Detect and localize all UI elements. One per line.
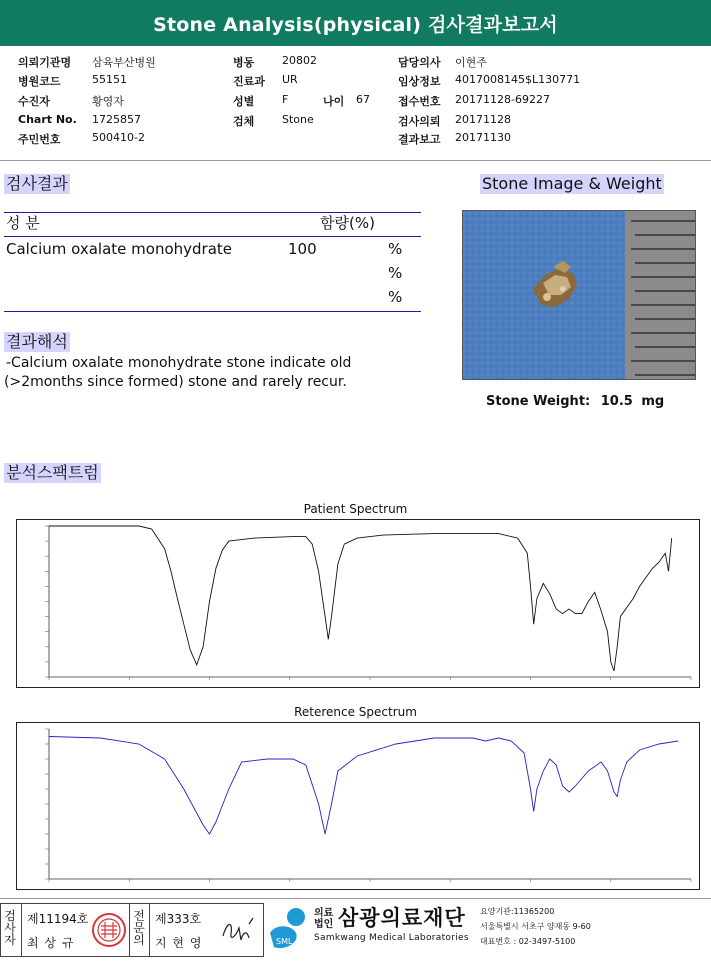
- value-receipt-no: 20171128-69227: [455, 93, 550, 106]
- seal-stamp: [91, 912, 127, 948]
- org-name: 삼광의료재단: [338, 906, 466, 930]
- label-requesting-institution: 의뢰기관명: [18, 56, 72, 69]
- inspector-license: 제11194호: [27, 912, 89, 926]
- label-clinical-info: 임상정보: [398, 75, 441, 88]
- report-title: Stone Analysis(physical) 검사결과보고서: [0, 0, 711, 46]
- column-header-amount: 함량(%): [320, 214, 375, 232]
- result-unit: %: [388, 264, 403, 282]
- result-component: Calcium oxalate monohydrate: [6, 240, 233, 258]
- patient-spectrum-chart: [17, 520, 699, 687]
- value-specimen: Stone: [282, 113, 314, 126]
- header-divider: [0, 160, 711, 161]
- label-report-date: 결과보고: [398, 133, 441, 146]
- value-patient: 황영자: [92, 95, 124, 108]
- stone-weight-label: Stone Weight:: [486, 394, 591, 409]
- value-report-date: 20171130: [455, 131, 511, 144]
- handwritten-signature: [219, 914, 257, 946]
- institution-code: 요양기관:11365200: [480, 907, 555, 916]
- label-receipt-no: 접수번호: [398, 95, 441, 108]
- value-resident-no: 500410-2: [92, 131, 145, 144]
- label-resident-no: 주민번호: [18, 133, 61, 146]
- label-physician: 담당의사: [398, 56, 441, 69]
- specialist-label: 전문의: [133, 909, 145, 947]
- stone-photo-graphic: [463, 211, 695, 379]
- results-bottom-rule: [4, 311, 421, 312]
- value-ward: 20802: [282, 54, 317, 67]
- label-sex: 성별: [233, 95, 255, 108]
- label-age: 나이: [323, 95, 345, 108]
- stone-weight-unit: mg: [641, 394, 665, 409]
- column-header-component: 성 분: [6, 214, 40, 232]
- reference-spectrum-chart: [17, 723, 699, 889]
- label-department: 진료과: [233, 75, 265, 88]
- results-header-rule: [4, 236, 421, 237]
- patient-spectrum-title: Patient Spectrum: [303, 502, 408, 516]
- sml-logo-icon: [266, 903, 312, 953]
- inspector-label: 검사자: [4, 909, 16, 947]
- label-ward: 병동: [233, 56, 255, 69]
- label-hospital-code: 병원코드: [18, 75, 61, 88]
- sml-logo-text: SML: [276, 937, 293, 946]
- patient-spectrum-frame: [16, 519, 700, 688]
- label-patient: 수진자: [18, 95, 50, 108]
- specialist-name: 지 현 영: [155, 936, 203, 950]
- stone-weight-value: 10.5: [600, 394, 633, 409]
- spectrum-section-title: 분석스팩트럼: [6, 463, 99, 482]
- stone-weight: [486, 394, 664, 409]
- sig-divider: [129, 904, 130, 956]
- value-requesting-institution: 삼육부산병원: [92, 56, 156, 69]
- spectrum-line: [49, 526, 672, 671]
- spectrum-axes: [49, 729, 691, 879]
- sig-divider: [21, 904, 22, 956]
- value-sex: F: [282, 93, 289, 106]
- interpretation-line-2: (>2months since formed) stone and rarely recur.: [4, 374, 347, 390]
- inspector-name: 최 상 규: [27, 936, 75, 950]
- org-english-name: Samkwang Medical Laboratories: [314, 933, 469, 943]
- label-specimen: 검체: [233, 115, 255, 128]
- label-chart-no: Chart No.: [18, 113, 77, 126]
- interpretation-line-1: -Calcium oxalate monohydrate stone indicate old: [6, 355, 352, 371]
- org-address: 서울특별시 서초구 양재동 9-60: [480, 922, 591, 931]
- image-section-title: Stone Image & Weight: [482, 174, 662, 193]
- value-hospital-code: 55151: [92, 73, 127, 86]
- value-age: 67: [356, 93, 370, 106]
- result-unit: %: [388, 288, 403, 306]
- footer-divider: [0, 898, 711, 899]
- result-amount: 100: [288, 240, 317, 258]
- org-prefix: 의료법인: [314, 908, 334, 930]
- value-chart-no: 1725857: [92, 113, 141, 126]
- signature-box: [0, 903, 264, 957]
- label-request-date: 검사의뢰: [398, 115, 441, 128]
- interpretation-title: 결과해석: [6, 332, 68, 351]
- reference-spectrum-frame: [16, 722, 700, 890]
- specialist-license: 제333호: [155, 912, 202, 926]
- spectrum-axes: [49, 526, 691, 677]
- stone-photo: [462, 210, 696, 380]
- value-request-date: 20171128: [455, 113, 511, 126]
- value-department: UR: [282, 73, 298, 86]
- reference-spectrum-title: Reterence Spectrum: [294, 705, 417, 719]
- org-phone: 대표번호 : 02-3497-5100: [480, 937, 576, 946]
- result-unit: %: [388, 240, 403, 258]
- value-physician: 이현주: [455, 56, 487, 69]
- results-section-title: 검사결과: [6, 174, 68, 193]
- value-clinical-info: 4017008145$L130771: [455, 73, 581, 86]
- spectrum-line: [49, 737, 678, 835]
- sig-divider: [149, 904, 150, 956]
